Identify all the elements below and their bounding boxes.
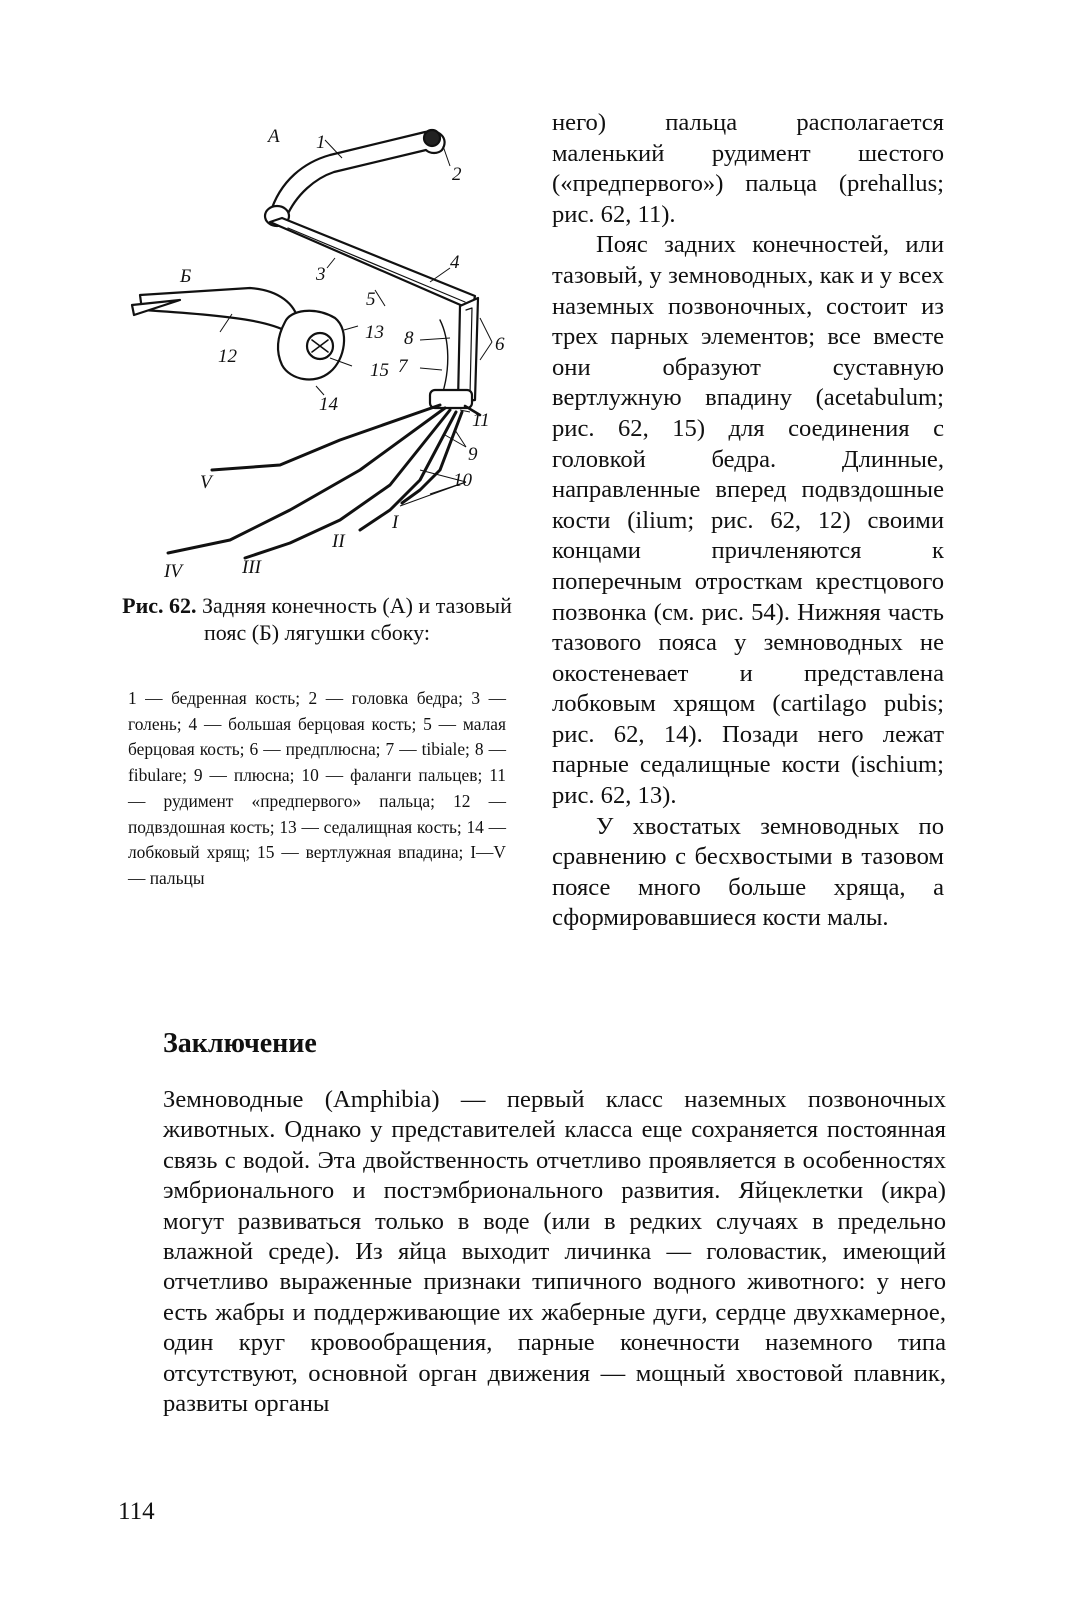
label-2: 2 [452, 164, 462, 185]
label-9: 9 [468, 444, 478, 465]
label-1: 1 [316, 132, 326, 153]
label-11: 11 [472, 410, 490, 431]
frog-hindlimb-illustration [120, 110, 530, 590]
figure-caption [122, 592, 512, 646]
paragraph-continued: него) пальца располагается маленький рудимент шестого («предпервого») пальца (prehallus; рис. 62, 11). [552, 109, 944, 228]
label-6: 6 [495, 334, 505, 355]
label-B: Б [180, 266, 192, 287]
label-13: 13 [365, 322, 384, 343]
label-toe-III: III [242, 557, 261, 578]
figure-62 [120, 110, 530, 590]
page-number: 114 [118, 1498, 155, 1525]
label-A: А [268, 126, 280, 147]
figure-caption-number: Рис. 62. [122, 593, 197, 618]
section-heading: Заключение [163, 1028, 317, 1059]
label-toe-V: V [200, 472, 212, 493]
label-5: 5 [366, 289, 376, 310]
conclusion-paragraph: Земноводные (Amphibia) — первый класс наземных позвоночных животных. Однако у представителей класса еще сохраняется постоянная связь с водой. Эта двойственность отчетливо проявляется в особенностях эмбрионального и постэмбрионального развития. Яйцеклетки (икра) могут развиваться только в воде (или в редких случаях в предельно влажной среде). Из яйца выходит личинка — головастик, имеющий отчетливо выраженные признаки типичного водного животного: у него есть жабры и поддерживающие их жаберные дуги, сердце двухкамерное, один круг кровообращения, парные конечности наземного типа отсутствуют, основной орган движения — мощный хвостовой плавник, развиты органы [163, 1086, 946, 1418]
label-10: 10 [453, 470, 472, 491]
label-toe-IV: IV [164, 561, 182, 582]
figure-caption-text: Задняя конечность (А) и тазовый пояс (Б) лягушки сбоку: [196, 593, 512, 645]
label-14: 14 [319, 394, 338, 415]
label-toe-II: II [332, 531, 345, 552]
label-15: 15 [370, 360, 389, 381]
label-3: 3 [316, 264, 326, 285]
label-toe-I: I [392, 512, 399, 533]
paragraph-tailed-amphibians: У хвостатых земноводных по сравнению с бесхвостыми в тазовом поясе много больше хряща, а сформировавшиеся кости малы. [552, 812, 944, 932]
right-column-text [552, 108, 944, 934]
paragraph-pelvic-girdle: Пояс задних конечностей, или тазовый, у земноводных, как и у всех наземных позвоночных, состоит из трех парных элементов; все вместе они образуют суставную вертлужную впадину (acetabulum; рис. 62, 15) для соединения с головкой бедра. Длинные, направленные вперед подвздошные кости (ilium; рис. 62, 12) своими концами причленяются к поперечным отросткам крестцового позвонка (см. рис. 54). Нижняя часть тазового пояса у земноводных не окостеневает и представлена лобковым хрящом (cartilago pubis; рис. 62, 14). Позади него лежат парные седалищные кости (ischium; рис. 62, 13). [552, 231, 944, 810]
figure-legend: 1 — бедренная кость; 2 — головка бедра; 3 — голень; 4 — большая берцовая кость; 5 — малая берцовая кость; 6 — предплюсна; 7 — tibiale; 8 — fibulare; 9 — плюсна; 10 — фаланги пальцев; 11 — рудимент «предпервого» пальца; 12 — подвздошная кость; 13 — седалищная кость; 14 — лобковый хрящ; 15 — вертлужная впадина; I—V— пальцы [128, 688, 506, 888]
label-8: 8 [404, 328, 414, 349]
label-7: 7 [398, 356, 408, 377]
label-12: 12 [218, 346, 237, 367]
label-4: 4 [450, 252, 460, 273]
